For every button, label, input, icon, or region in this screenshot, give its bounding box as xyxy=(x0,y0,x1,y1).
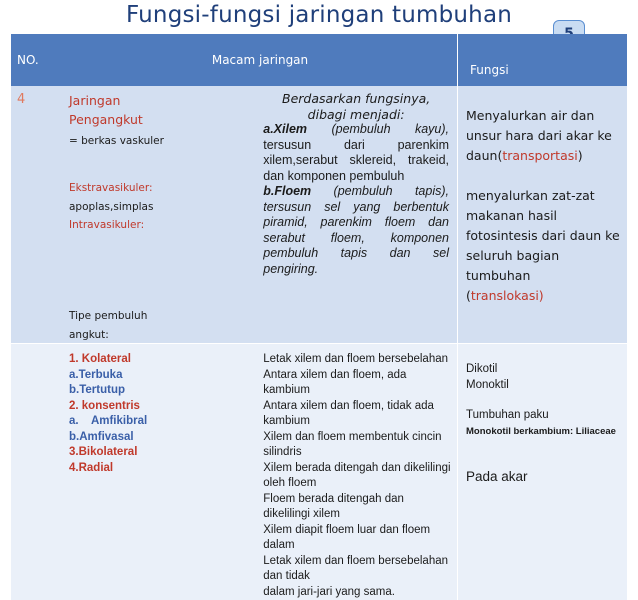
list-item: Xilem dan floem membentuk cincin silindris xyxy=(263,430,453,461)
description-cell xyxy=(260,86,457,344)
list-item: Floem berada ditengah dan dikelilingi xilem xyxy=(263,492,453,523)
header-fungsi: Fungsi xyxy=(458,34,628,86)
tissue-name-cell xyxy=(63,86,260,344)
tipe-pembuluh-line1: Tipe pembuluh xyxy=(69,308,260,324)
function-translocation xyxy=(466,186,623,306)
xilem-composition: tersusun dari parenkim xilem,serabut sklereid, trakeid, dan komponen pembuluh xyxy=(263,138,449,183)
header-no: NO. xyxy=(11,34,63,86)
table-header-row xyxy=(11,34,627,86)
xilem-subtitle: (pembuluh kayu), xyxy=(307,122,449,136)
function-translocation-text: menyalurkan zat-zat makanan hasil fotosintesis dari daun ke seluruh bagian tumbuhan xyxy=(466,188,620,283)
function-cell xyxy=(458,86,628,344)
tissue-name-line1: Jaringan xyxy=(69,91,260,110)
occurrence-monokotil: Monoktil xyxy=(466,378,623,394)
function-transport-close: ) xyxy=(578,148,583,163)
function-transport-term: transportasi xyxy=(502,148,577,163)
occurrence-dikotil: Dikotil xyxy=(466,362,623,378)
list-item: Xilem berada ditengah dan dikelilingi oleh floem xyxy=(263,461,453,492)
tissue-name-line2: Pengangkut xyxy=(69,110,260,129)
page-title: Fungsi-fungsi jaringan tumbuhan xyxy=(0,2,638,28)
occurrence-monokotil-kambium: Monokotil berkambium: Liliaceae xyxy=(466,424,623,440)
list-item: Xilem diapit floem luar dan floem dalam xyxy=(263,523,453,554)
ekstravasikuler-value: apoplas,simplas xyxy=(69,199,260,215)
floem-composition: (pembuluh tapis), tersusun sel yang berbentuk piramid, parenkim floem dan serabut floem, komponen pembuluh tapis dan sel pengiring. xyxy=(263,184,449,276)
floem-description xyxy=(263,184,449,277)
list-item: Antara xilem dan floem, tidak ada kambium xyxy=(263,399,453,430)
list-item: Letak xilem dan floem bersebelahan dan tidak xyxy=(263,554,453,585)
list-item: b.Amfivasal xyxy=(69,430,260,446)
row-number: 4 xyxy=(11,86,63,107)
table-row-bundle-types xyxy=(11,344,627,600)
tissue-table xyxy=(11,34,627,600)
floem-name: b.Floem xyxy=(263,184,311,198)
list-item: 4.Radial xyxy=(69,461,260,477)
list-item: Antara xilem dan floem, ada kambium xyxy=(263,368,453,399)
xilem-description xyxy=(263,122,449,184)
bundle-function-cell xyxy=(458,344,628,600)
list-item: a. Amfikibral xyxy=(69,414,260,430)
ekstravasikuler-label: Ekstravasikuler: xyxy=(69,180,260,196)
description-heading: Berdasarkan fungsinya, dibagi menjadi: xyxy=(263,91,449,122)
intravasikuler-label: Intravasikuler: xyxy=(69,217,260,233)
row-number-cell xyxy=(11,86,63,344)
empty-number-cell xyxy=(11,344,63,600)
tipe-pembuluh-line2: angkut: xyxy=(69,327,260,343)
list-item: 3.Bikolateral xyxy=(69,445,260,461)
function-transport xyxy=(466,106,623,166)
occurrence-paku: Tumbuhan paku xyxy=(466,408,623,424)
list-item: Letak xilem dan floem bersebelahan xyxy=(263,352,453,368)
list-item: 1. Kolateral xyxy=(69,352,260,368)
table-row-jaringan-pengangkut xyxy=(11,86,627,344)
list-item: dalam jari-jari yang sama. xyxy=(263,585,453,600)
occurrence-akar: Pada akar xyxy=(466,469,623,485)
function-transport-text: Menyalurkan air dan unsur hara dari akar ke daun( xyxy=(466,108,612,163)
list-item: 2. konsentris xyxy=(69,399,260,415)
tissue-alias: = berkas vaskuler xyxy=(69,133,260,149)
list-item: b.Tertutup xyxy=(69,383,260,399)
function-translocation-open: ( xyxy=(466,288,471,303)
bundle-types-cell xyxy=(63,344,260,600)
bundle-description-cell xyxy=(260,344,457,600)
list-item: a.Terbuka xyxy=(69,368,260,384)
function-translocation-term: translokasi) xyxy=(471,288,544,303)
header-macam-jaringan: Macam jaringan xyxy=(63,34,458,86)
xilem-name: a.Xilem xyxy=(263,122,307,136)
